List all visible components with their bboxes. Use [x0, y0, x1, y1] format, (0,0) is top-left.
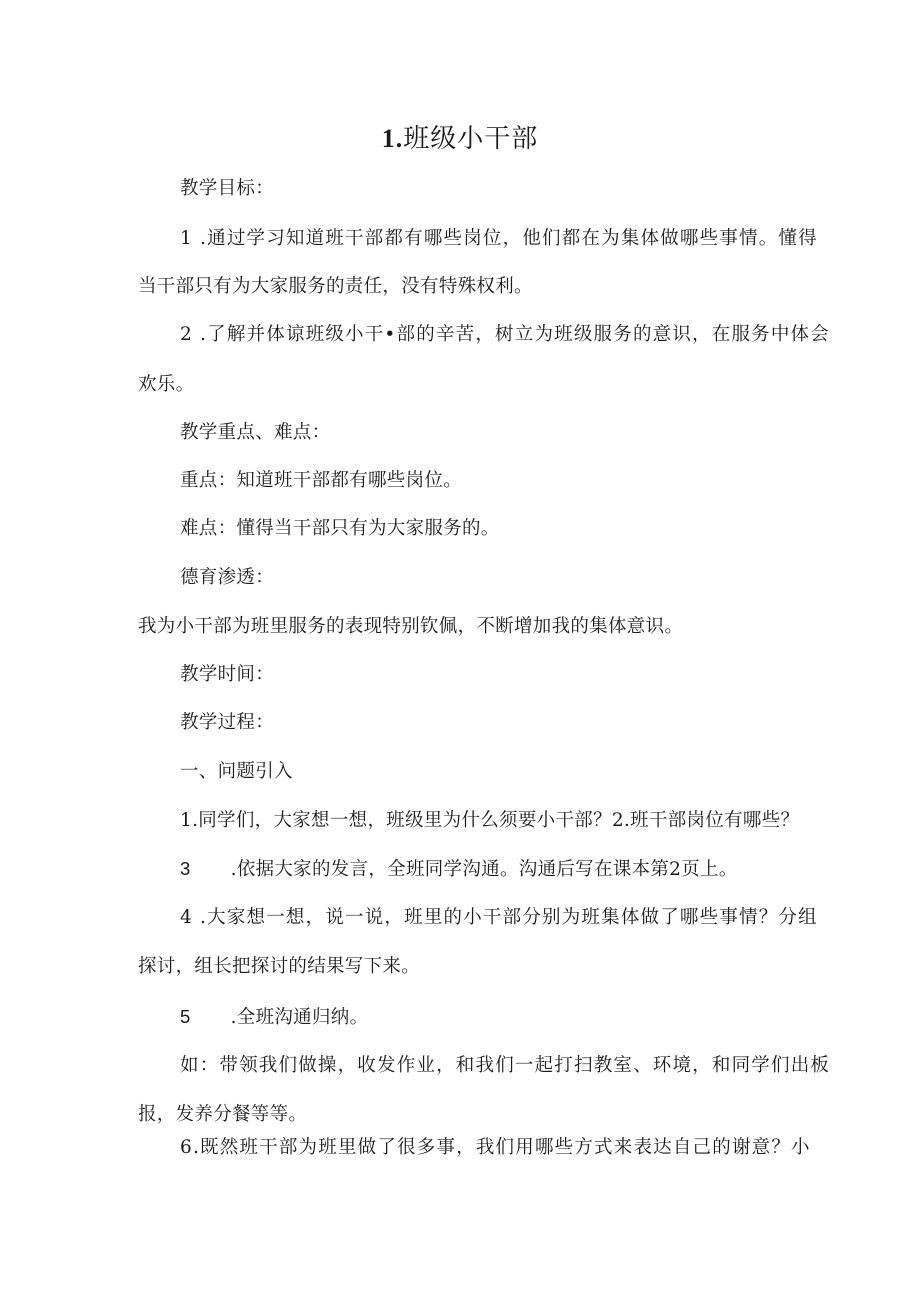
step-6-line-1: 6.既然班干部为班里做了很多事，我们用哪些方式来表达自己的谢意？小 [180, 1137, 811, 1158]
step-4-line-1: 4 .大家想一想，说一说，班里的小干部分别为班集体做了哪些事情？分组 [180, 907, 818, 928]
moral-education-text: 我为小干部为班里服务的表现特别钦佩，不断增加我的集体意识。 [138, 616, 684, 637]
step-5-number: 5 [180, 1006, 191, 1027]
difficult-point: 难点：懂得当干部只有为大家服务的。 [180, 518, 500, 539]
step-5 [180, 1004, 788, 1031]
heading-key-points: 教学重点、难点： [180, 422, 331, 443]
goal-1-line-2: 当干部只有为大家服务的责任，没有特殊权利。 [138, 276, 533, 297]
example-line-2: 报，发养分餐等等。 [138, 1104, 308, 1125]
heading-teaching-process: 教学过程： [180, 712, 275, 733]
heading-teaching-goals: 教学目标： [180, 178, 275, 199]
heading-teaching-time: 教学时间： [180, 664, 275, 685]
example-line-1: 如：带领我们做操，收发作业，和我们一起打扫教室、环境，和同学们出板 [180, 1055, 831, 1076]
title-number: 1. [381, 124, 404, 153]
step-3 [180, 856, 788, 883]
step-5-text: .全班沟通归纳。 [230, 1007, 369, 1028]
section-problem-intro: 一、问题引入 [180, 761, 293, 782]
goal-1-line-1: 1 .通过学习知道班干部都有哪些岗位，他们都在为集体做哪些事情。懂得 [180, 228, 818, 249]
step-3-number: 3 [180, 858, 191, 879]
step-4-line-2: 探讨，组长把探讨的结果写下来。 [138, 956, 421, 977]
key-point: 重点：知道班干部都有哪些岗位。 [180, 470, 463, 491]
goal-2-line-2: 欢乐。 [138, 374, 195, 395]
goal-2-line-1: 2 .了解并体谅班级小干•部的辛苦，树立为班级服务的意识，在服务中体会 [180, 324, 830, 345]
step-3-text: .依据大家的发言，全班同学沟通。沟通后写在课本第2页上。 [230, 859, 738, 880]
heading-moral-education: 德育渗透： [180, 567, 275, 588]
title-text: 班级小干部 [403, 124, 539, 154]
step-1-2: 1.同学们，大家想一想，班级里为什么须要小干部？2.班干部岗位有哪些？ [180, 810, 800, 831]
page-title [0, 122, 920, 156]
